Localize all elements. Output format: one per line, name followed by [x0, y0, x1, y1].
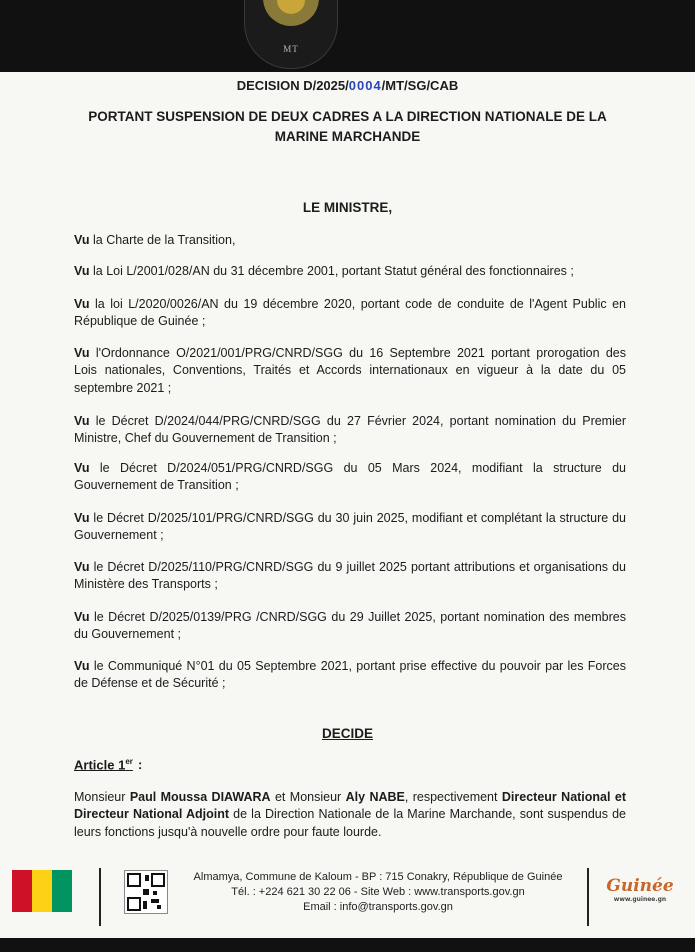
- visa-item: Vu l'Ordonnance O/2021/001/PRG/CNRD/SGG du 16 Septembre 2021 portant prorogation des Lois nationales, Conventions, Traités et Accords internationaux en vigueur à la date du 05 septembre 2021 ;: [74, 346, 626, 395]
- visa-item: Vu la Charte de la Transition,: [74, 233, 236, 247]
- visa-item: Vu le Décret D/2024/044/PRG/CNRD/SGG du 27 Février 2024, portant nomination du Premier Ministre, Chef du Gouvernement de Transition ;: [74, 414, 626, 446]
- article-colon: :: [138, 757, 143, 772]
- decision-reference: [0, 78, 695, 93]
- visa-item: Vu le Décret D/2024/051/PRG/CNRD/SGG du 05 Mars 2024, modifiant la structure du Gouvernement de Transition ;: [74, 461, 626, 493]
- footer-divider: [587, 868, 589, 926]
- emblem-icon: [263, 0, 319, 26]
- ref-number-stamp: 0004: [348, 78, 382, 93]
- visa-item: Vu le Décret D/2025/0139/PRG /CNRD/SGG du 29 Juillet 2025, portant nomination des membres du Gouvernement ;: [74, 610, 626, 642]
- guinee-logo: Guinée www.guinee.gn: [606, 876, 674, 903]
- article-1-text: Monsieur Paul Moussa DIAWARA et Monsieur Aly NABE, respectivement Directeur National et Directeur National Adjoint de la Direction Nationale de la Marine Marchande, sont suspendus de leurs fonctions jusqu'à nouvelle ordre pour faute lourde.: [74, 790, 626, 839]
- qr-code-icon: [124, 870, 168, 914]
- decide-heading: DECIDE: [321, 726, 373, 741]
- guinea-flag-icon: [12, 870, 72, 912]
- visa-item: Vu la Loi L/2001/028/AN du 31 décembre 2001, portant Statut général des fonctionnaires ;: [74, 264, 574, 278]
- visa-item: Vu le Décret D/2025/101/PRG/CNRD/SGG du 30 juin 2025, modifiant et complétant la structure du Gouvernement ;: [74, 511, 626, 543]
- visa-item: Vu le Communiqué N°01 du 05 Septembre 2021, portant prise effective du pouvoir par les Forces de Défense et de Sécurité ;: [74, 659, 626, 691]
- top-scan-border: [0, 0, 695, 72]
- decision-subject: PORTANT SUSPENSION DE DEUX CADRES A LA DIRECTION NATIONALE DE LA MARINE MARCHANDE: [88, 109, 607, 145]
- footer-phone-web: Tél. : +224 621 30 22 06 - Site Web : www.transports.gov.gn: [231, 886, 525, 898]
- minister-heading: LE MINISTRE,: [302, 200, 393, 215]
- article-1-label: Article 1er: [74, 757, 133, 773]
- visa-item: Vu le Décret D/2025/110/PRG/CNRD/SGG du 9 juillet 2025 portant attributions et organisations du Ministère des Transports ;: [74, 560, 626, 592]
- visa-item: Vu la loi L/2020/0026/AN du 19 décembre 2020, portant code de conduite de l'Agent Public en République de Guinée ;: [74, 297, 626, 329]
- bottom-scan-border: [0, 938, 695, 952]
- footer-divider: [99, 868, 101, 926]
- seal-initials: MT: [283, 44, 299, 54]
- footer-address: Almamya, Commune de Kaloum - BP : 715 Conakry, République de Guinée: [193, 871, 563, 883]
- ref-suffix: /MT/SG/CAB: [381, 78, 459, 93]
- ref-prefix: DECISION D/2025/: [236, 78, 349, 93]
- footer-email: Email : info@transports.gov.gn: [303, 901, 453, 913]
